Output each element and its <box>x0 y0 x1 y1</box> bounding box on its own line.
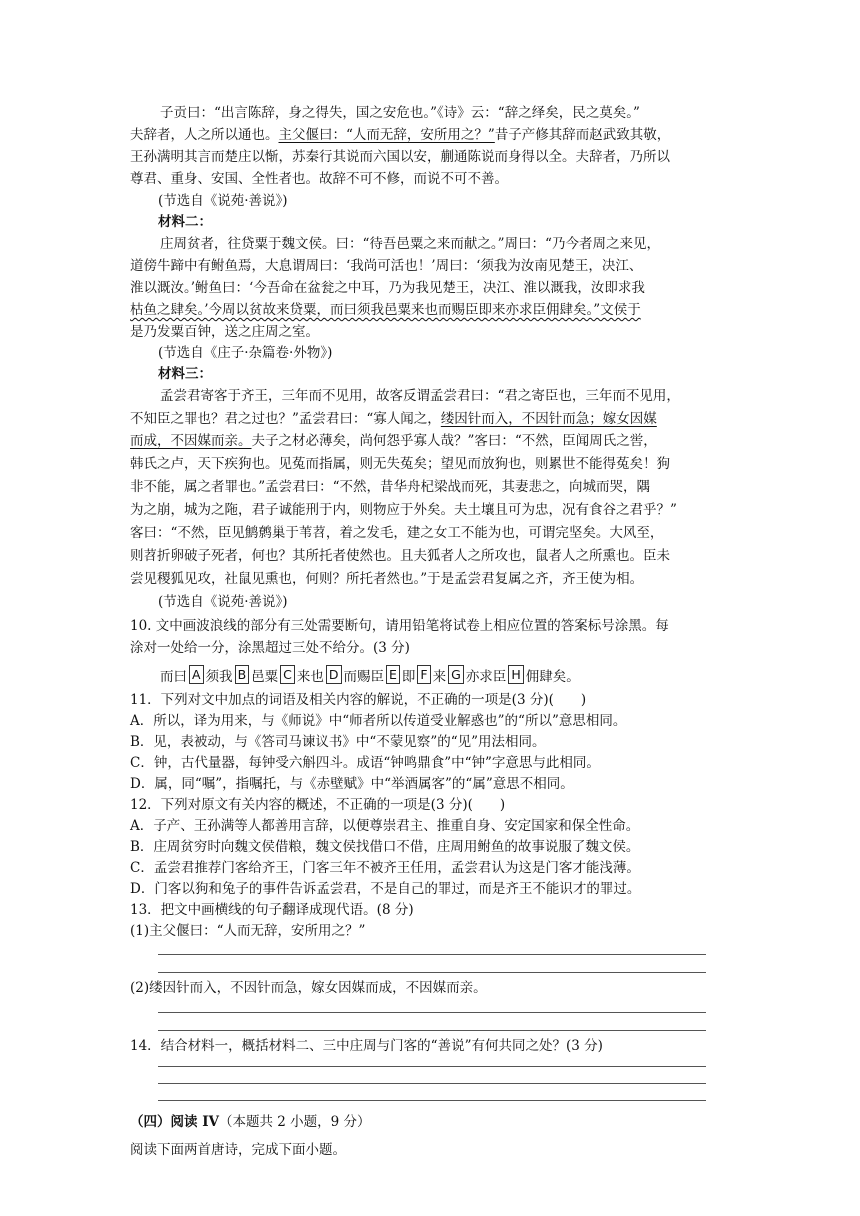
m2-line-4: 枯鱼之肆矣。’今周以贫故来贷粟，而曰须我邑粟来也而赐臣即来亦求臣佣肆矣。”文侯于 <box>130 302 641 318</box>
q10-seg: 而赐臣 <box>343 669 385 685</box>
q10-seg: 来 <box>432 669 447 685</box>
q13-sentence-2: (2)缕因针而入，不因针而急，嫁女因媒而成，不因媒而亲。 <box>130 980 487 996</box>
q10-seg: 来也 <box>296 669 324 685</box>
m2-line-1: 庄周贫者，往贷粟于魏文侯。曰：“待吾邑粟之来而献之。”周曰：“乃今者周之来见， <box>160 236 660 252</box>
m2-line-3: 淮以溉汝。’鲋鱼曰：‘今吾命在盆瓮之中耳，乃为我见楚王，决江、淮以溉我，汝即求我 <box>130 280 645 296</box>
q10-seg: 亦求臣 <box>465 669 507 685</box>
section-4-note: （本题共 2 小题，9 分） <box>219 1114 371 1130</box>
answer-box-b[interactable]: B <box>235 665 250 684</box>
m3-line-4: 韩氏之卢，天下疾狗也。见菟而指属，则无失菟矣；望见而放狗也，则累世不能得菟矣！狗 <box>130 456 670 472</box>
m1-line-1: 子贡曰：“出言陈辞，身之得失，国之安危也。”《诗》云：“辞之绎矣，民之莫矣。” <box>160 105 640 121</box>
answer-box-d[interactable]: D <box>326 665 342 684</box>
answer-line[interactable] <box>158 954 706 955</box>
section-4-heading <box>130 1112 371 1132</box>
m1-line-4: 尊君、重身、安国、全性者也。故辞不可不修，而说不可不善。 <box>130 171 508 187</box>
q10-answer-line <box>160 665 580 687</box>
answer-box-h[interactable]: H <box>508 665 523 684</box>
m3-line-7: 客曰：“不然，臣见鹪鹩巢于苇苕，着之发毛，建之女工不能为也，可谓完坚矣。大风至， <box>130 525 664 541</box>
m3-heading: 材料三： <box>158 366 212 382</box>
section-4-intro: 阅读下面两首唐诗，完成下面小题。 <box>130 1142 346 1158</box>
q10-seg: 而曰 <box>160 669 187 685</box>
q11-option-c[interactable]: C．钟，古代量器，每钟受六斛四斗。成语“钟鸣鼎食”中“钟”字意思与此相同。 <box>130 755 600 771</box>
q11-option-a[interactable]: A．所以，译为用来，与《师说》中“师者所以传道受业解惑也”的“所以”意思相同。 <box>130 713 627 729</box>
q12-option-a[interactable]: A．子产、王孙满等人都善用言辞，以便尊崇君主、推重自身、安定国家和保全性命。 <box>130 818 640 834</box>
m1-source: (节选自《说苑·善说》) <box>158 193 288 209</box>
underlined-sentence-2a: 缕因针而入，不因针而急；嫁女因媒 <box>440 411 657 427</box>
answer-line[interactable] <box>158 1083 706 1084</box>
answer-line[interactable] <box>158 972 706 973</box>
m3-line-6: 为之崩，城为之陁，君子诚能刑于内，则物应于外矣。夫土壤且可为忠，况有食谷之君乎？” <box>130 502 677 518</box>
q10-seg: 即 <box>401 669 416 685</box>
underlined-sentence-1: 主父偃曰：“人而无辞，安所用之？” <box>278 127 495 143</box>
q10-seg: 须我 <box>205 669 233 685</box>
answer-box-g[interactable]: G <box>448 665 464 684</box>
m2-heading: 材料二： <box>158 214 212 230</box>
underlined-sentence-2b: 而成，不因媒而亲。 <box>130 433 252 449</box>
q13-sentence-1: (1)主父偃曰：“人而无辞，安所用之？” <box>130 923 366 939</box>
m1-line-2b: 昔子产修其辞而赵武致其敬， <box>494 127 671 143</box>
q11-stem: 11．下列对文中加点的词语及相关内容的解说，不正确的一项是(3 分)( ) <box>130 692 587 708</box>
m3-line-1: 孟尝君寄客于齐王，三年而不见用，故客反谓孟尝君曰：“君之寄臣也，三年而不见用， <box>160 388 680 404</box>
m1-line-3: 王孙满明其言而楚庄以惭，苏秦行其说而六国以安，蒯通陈说而身得以全。夫辞者，乃所以 <box>130 149 670 165</box>
q12-option-d[interactable]: D．门客以狗和兔子的事件告诉孟尝君，不是自己的罪过，而是齐王不能识才的罪过。 <box>130 881 641 897</box>
q13-stem: 13．把文中画横线的句子翻译成现代语。(8 分) <box>130 902 414 918</box>
answer-box-c[interactable]: C <box>280 665 295 684</box>
q11-option-b[interactable]: B．见，表被动，与《答司马谏议书》中“不蒙见察”的“见”用法相同。 <box>130 734 546 750</box>
answer-line[interactable] <box>158 1012 706 1013</box>
answer-box-a[interactable]: A <box>189 665 204 684</box>
m3-source: (节选自《说苑·善说》) <box>158 594 288 610</box>
q10-stem-1: 10. 文中画波浪线的部分有三处需要断句，请用铅笔将试卷上相应位置的答案标号涂黑。每 <box>130 618 669 634</box>
q11-option-d[interactable]: D．属，同“嘱”，指嘱托，与《赤壁赋》中“举酒属客”的“属”意思不相同。 <box>130 776 574 792</box>
m1-line-2 <box>130 125 670 145</box>
answer-box-e[interactable]: E <box>386 665 400 684</box>
m3-line-9: 尝见稷狐见攻，社鼠见熏也，何则？所托者然也。”于是孟尝君复属之齐，齐王使为相。 <box>130 571 644 587</box>
m3-line-3 <box>130 431 657 451</box>
m3-line-3b: 夫子之材必薄矣，尚何怨乎寡人哉？”客曰：“不然，臣闻周氏之喾， <box>251 433 657 449</box>
q14-stem: 14．结合材料一，概括材料二、三中庄周与门客的“善说”有何共同之处？(3 分) <box>130 1038 603 1054</box>
answer-box-f[interactable]: F <box>417 665 430 684</box>
m3-line-5: 非不能，属之者罪也。”孟尝君曰：“不然，昔华舟杞梁战而死，其妻悲之，向城而哭，隅 <box>130 479 651 495</box>
answer-line[interactable] <box>158 1066 706 1067</box>
q12-stem: 12．下列对原文有关内容的概述，不正确的一项是(3 分)( ) <box>130 797 506 813</box>
m3-line-2a: 不知臣之罪也？君之过也？”孟尝君曰：“寡人闻之， <box>130 411 441 427</box>
section-4-title: （四）阅读 IV <box>130 1114 219 1130</box>
m2-source: (节选自《庄子·杂篇卷·外物》) <box>158 345 333 361</box>
m2-line-5: 是乃发粟百钟，送之庄周之室。 <box>130 324 319 340</box>
q10-seg: 佣肆矣。 <box>525 669 580 685</box>
answer-line[interactable] <box>158 1030 706 1031</box>
q10-stem-2: 涂对一处给一分，涂黑超过三处不给分。(3 分) <box>130 640 410 656</box>
m1-line-2a: 夫辞者，人之所以通也。 <box>130 127 279 143</box>
answer-line[interactable] <box>158 1100 706 1101</box>
m2-line-2: 道傍牛蹄中有鲋鱼焉，大息谓周曰：‘我尚可活也！’周曰：‘须我为汝南见楚王，决江、 <box>130 258 643 274</box>
q12-option-c[interactable]: C．孟尝君推荐门客给齐王，门客三年不被齐王任用，孟尝君认为这是门客才能浅薄。 <box>130 860 640 876</box>
q10-seg: 邑粟 <box>251 669 279 685</box>
m3-line-2 <box>130 409 657 429</box>
m3-line-8: 则苕折卵破子死者，何也？其所托者使然也。且夫狐者人之所攻也，鼠者人之所熏也。臣未 <box>130 548 670 564</box>
q12-option-b[interactable]: B．庄周贫穷时向魏文侯借粮，魏文侯找借口不借，庄周用鲋鱼的故事说服了魏文侯。 <box>130 839 640 855</box>
